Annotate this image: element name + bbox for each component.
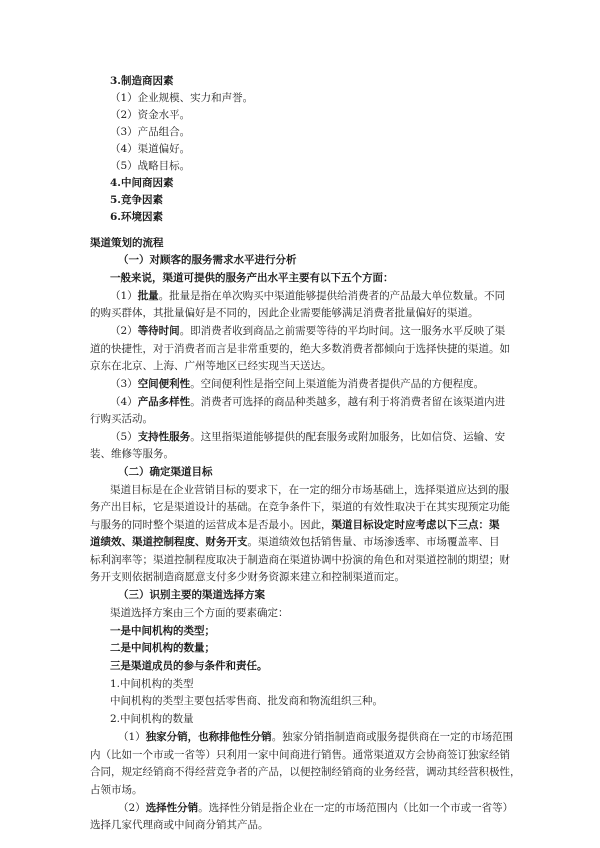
subheading: 2.中间机构的数量 — [110, 713, 194, 725]
paragraph-line: 选择几家代理商或中间商分销其产品。 — [90, 819, 269, 831]
factor-manufacturer: 3.制造商因素 — [110, 75, 174, 87]
service-support: （5）支持性服务。这里指渠道能够提供的配套服务或附加服务，比如信贷、运输、安 — [110, 431, 506, 443]
factor-item: （2）资金水平。 — [110, 109, 191, 121]
paragraph-line: 道的快捷性，对于消费者而言是非常重要的，绝大多数消费者都倾向于选择快捷的渠道。如 — [90, 343, 510, 355]
paragraph-line: 京东在北京、上海、广州等地区已经实现当天送达。 — [90, 360, 332, 372]
factor-item: （1）企业规模、实力和声誉。 — [110, 92, 254, 104]
step1-heading: （一）对顾客的服务需求水平进行分析 — [118, 254, 297, 266]
paragraph-line: 的购买群体，其批量偏好是不同的，因此企业需要能够满足消费者批量偏好的渠道。 — [90, 307, 479, 319]
factor-item: （5）战略目标。 — [110, 160, 191, 172]
service-wait: （2）等待时间。即消费者收到商品之前需要等待的平均时间。这一服务水平反映了渠 — [110, 325, 506, 337]
element-conditions: 三是渠道成员的参与条件和责任。 — [110, 660, 268, 672]
paragraph-line: 合同，规定经销商不得经营竞争者的产品，以便控制经销商的业务经营，调动其经营积极性， — [90, 766, 521, 778]
paragraph-line: 道绩效、渠道控制程度、财务开支。渠道绩效包括销售量、市场渗透率、市场覆盖率、目 — [90, 536, 500, 548]
paragraph-line: 与服务的同时整个渠道的运营成本是否最小。因此，渠道目标设定时应考虑以下三点：渠 — [90, 519, 500, 531]
paragraph-line: 占领市场。 — [90, 784, 143, 796]
element-type: 一是中间机构的类型； — [110, 625, 215, 637]
paragraph-line: 务产出目标，它是渠道设计的基础。在竞争条件下，渠道的有效性取决于在其实现预定功能 — [90, 501, 510, 513]
factor-competition: 5.竞争因素 — [110, 194, 163, 206]
paragraph-line: 装、维修等服务。 — [90, 448, 174, 460]
paragraph-line: 中间机构的类型主要包括零售商、批发商和物流组织三种。 — [110, 695, 383, 707]
service-space: （3）空间便利性。空间便利性是指空间上渠道能为消费者提供产品的方便程度。 — [110, 378, 485, 390]
element-number: 二是中间机构的数量； — [110, 642, 215, 654]
factor-item: （4）渠道偏好。 — [110, 143, 191, 155]
factor-intermediary: 4.中间商因素 — [110, 177, 174, 189]
paragraph-line: 内（比如一个市或一省等）只利用一家中间商进行销售。通常渠道双方会协商签订独家经销 — [90, 749, 510, 761]
factor-item: （3）产品组合。 — [110, 126, 191, 138]
service-batch: （1）批量。批量是指在单次购买中渠道能够提供给消费者的产品最大单位数量。不同 — [110, 290, 506, 302]
distribution-exclusive: （1）独家分销，也称排他性分销。独家分销指制造商或服务提供商在一定的市场范围 — [118, 731, 514, 743]
paragraph-line: 标利润率等；渠道控制程度取决于制造商在渠道协调中扮演的角色和对渠道控制的期望；财 — [90, 554, 510, 566]
step3-heading: （三）识别主要的渠道选择方案 — [118, 589, 265, 601]
paragraph-line: 行购买活动。 — [90, 413, 153, 425]
paragraph-line: 渠道目标是在企业营销目标的要求下，在一定的细分市场基础上，选择渠道应达到的服 — [110, 484, 509, 496]
paragraph-line: 务开支则依据制造商愿意支付多少财务资源来建立和控制渠道而定。 — [90, 571, 405, 583]
service-variety: （4）产品多样性。消费者可选择的商品种类越多，越有利于将消费者留在该渠道内进 — [110, 396, 506, 408]
factor-environment: 6.环境因素 — [110, 211, 163, 223]
distribution-selective: （2）选择性分销。选择性分销是指企业在一定的市场范围内（比如一个市或一省等） — [118, 802, 514, 814]
step1-intro: 一般来说，渠道可提供的服务产出水平主要有以下五个方面： — [110, 272, 394, 284]
step2-heading: （二）确定渠道目标 — [118, 466, 213, 478]
section-title: 渠道策划的流程 — [90, 237, 164, 249]
subheading: 1.中间机构的类型 — [110, 678, 194, 690]
paragraph-line: 渠道选择方案由三个方面的要素确定： — [110, 607, 289, 619]
